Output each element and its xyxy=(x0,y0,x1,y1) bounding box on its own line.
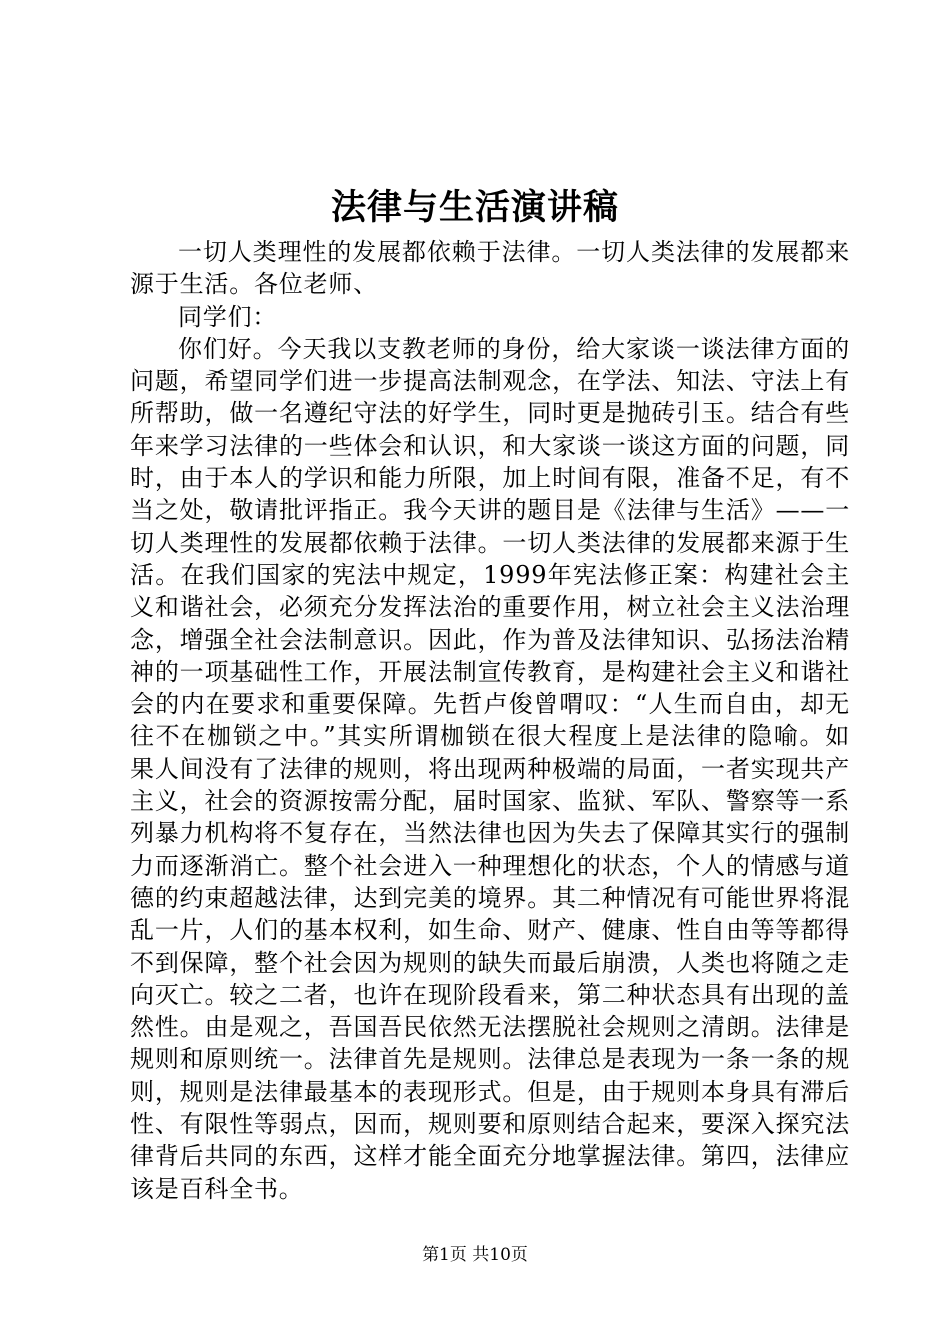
document-title: 法律与生活演讲稿 xyxy=(330,187,619,228)
paragraph-main: 你们好。今天我以支教老师的身份，给大家谈一谈法律方面的问题，希望同学们进一步提高法制观念，在学法、知法、守法上有所帮助，做一名遵纪守法的好学生，同时更是抛砖引玉。结合有些年来学习法律的一些体会和认识，和大家谈一谈这方面的问题，同时，由于本人的学识和能力所限，加上时间有限，准备不足，有不当之处，敬请批评指正。我今天讲的题目是《法律与生活》——一切人类理性的发展都依赖于法律。一切人类法律的发展都来源于生活。在我们国家的宪法中规定，1999年宪法修正案：构建社会主义和谐社会，必须充分发挥法治的重要作用，树立社会主义法治理念，增强全社会法制意识。因此，作为普及法律知识、弘扬法治精神的一项基础性工作，开展法制宣传教育，是构建社会主义和谐社会的内在要求和重要保障。先哲卢俊曾喟叹：“人生而自由，却无往不在枷锁之中。”其实所谓枷锁在很大程度上是法律的隐喻。如果人间没有了法律的规则，将出现两种极端的局面，一者实现共产主义，社会的资源按需分配，届时国家、监狱、军队、警察等一系列暴力机构将不复存在，当然法律也因为失去了保障其实行的强制力而逐渐消亡。整个社会进入一种理想化的状态，个人的情感与道德的约束超越法律，达到完美的境界。其二种情况有可能世界将混乱一片，人们的基本权利，如生命、财产、健康、性自由等等都得不到保障，整个社会因为规则的缺失而最后崩溃，人类也将随之走向灭亡。较之二者，也许在现阶段看来，第二种状态具有出现的盖然性。由是观之，吾国吾民依然无法摆脱社会规则之清朗。法律是规则和原则统一。法律首先是规则。法律总是表现为一条一条的规则，规则是法律最基本的表现形式。但是，由于规则本身具有滞后性、有限性等弱点，因而，规则要和原则结合起来，要深入探究法律背后共同的东西，这样才能全面充分地掌握法律。第四，法律应该是百科全书。 xyxy=(130,334,850,1203)
page-number-footer: 第1页 共10页 xyxy=(422,1245,528,1265)
paragraph-greeting: 同学们： xyxy=(178,302,278,331)
document-body xyxy=(130,236,850,1205)
paragraph-intro: 一切人类理性的发展都依赖于法律。一切人类法律的发展都来源于生活。各位老师、 xyxy=(130,238,850,299)
